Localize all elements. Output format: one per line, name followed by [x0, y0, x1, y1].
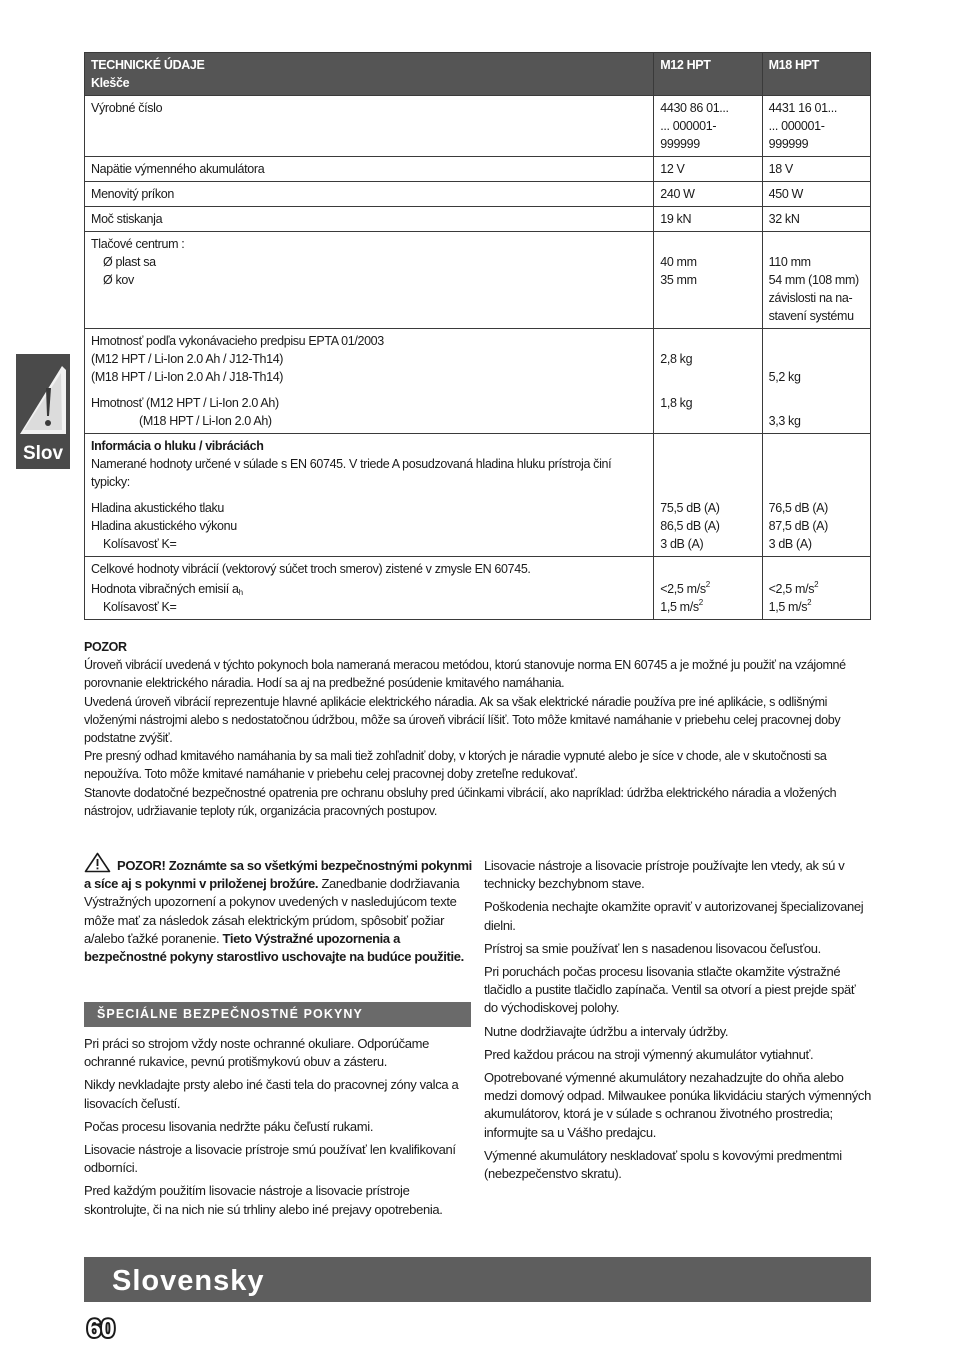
value: 75,5 dB (A): [660, 501, 720, 515]
caution-block: [84, 638, 874, 820]
row-label: [85, 329, 654, 434]
subscript: h: [238, 588, 243, 597]
warning-bold-text: Tieto Výstražné upozornenia a bezpečnostné pokyny starostlivo uschovajte na budúce použitie.: [84, 930, 464, 965]
warning-triangle-icon: [84, 852, 111, 873]
table-row-power: [85, 182, 871, 207]
label: Hodnota vibračných emisií a: [91, 582, 239, 596]
cell-m18: [762, 557, 870, 620]
label: Tlačové centrum :: [91, 237, 185, 251]
safety-paragraph: Pred každým použitím lisovacie nástroje a lisovacie prístroje skontrolujte, či na nich nie sú trhliny alebo iné prejavy opotrebenia.: [84, 1183, 443, 1217]
cell-m18: [762, 434, 870, 557]
table-row-vibration: [85, 557, 871, 620]
superscript: 2: [698, 598, 703, 607]
safety-paragraph: Opotrebované výmenné akumulátory nezahadzujte do ohňa alebo medzi domový odpad. Milwaukee ponúka likvidáciu starých výmenných akumulátorov, ktorá je v súlade s ochranou životného prostredia; informujte sa u Vášho predajcu.: [484, 1070, 871, 1140]
value: [660, 580, 710, 598]
label: (M18 HPT / Li-Ion 2.0 Ah): [139, 414, 272, 428]
cell-m18: [762, 232, 870, 329]
value: 5,2 kg: [768, 370, 801, 384]
safety-paragraph: Lisovacie nástroje a lisovacie prístroje smú používať len kvalifikovaní odborníci.: [84, 1142, 456, 1176]
safety-paragraph: Pred každou prácou na stroji výmenný akumulátor vytiahnuť.: [484, 1046, 814, 1062]
row-label: Napätie výmenného akumulátora: [85, 157, 654, 182]
label: Namerané hodnoty určené v súlade s EN 60745. V triede A posudzovaná hladina hluku prístroja činí typicky:: [91, 457, 612, 489]
value: ... 000001-999999: [768, 119, 825, 151]
caution-title: POZOR: [84, 640, 127, 654]
row-label: Menovitý príkon: [85, 182, 654, 207]
footer-title: Slovensky: [112, 1265, 265, 1297]
value: [769, 580, 819, 598]
cell-m12: [654, 232, 762, 329]
value: závislosti na na-: [768, 291, 853, 305]
safety-paragraph: Výmenné akumulátory neskladovať spolu s kovovými predmentmi (nebezpečenstvo skratu).: [484, 1147, 842, 1182]
cell-m12: 240 W: [654, 182, 762, 207]
superscript: 2: [814, 580, 819, 589]
safety-paragraph: Poškodenia nechajte okamžite opraviť v autorizovanej špecializovanej dielni.: [484, 899, 864, 933]
safety-paragraph: Pri práci so strojom vždy noste ochranné okuliare. Odporúčame ochranné rukavice, pevnú protišmykovú obuv a zásteru.: [84, 1036, 429, 1070]
page-number-text: 60: [87, 1315, 115, 1343]
section-heading: ŠPECIÁLNE BEZPEČNOSTNÉ POKYNY: [84, 1002, 471, 1027]
value: 54 mm (108 mm): [768, 273, 859, 287]
label: Kolísavosť K=: [103, 537, 177, 551]
label: Hmotnosť podľa vykonávacieho predpisu EPTA 01/2003: [91, 334, 384, 348]
safety-paragraph: Počas procesu lisovania nedržte páku čeľustí rukami.: [84, 1118, 374, 1134]
caution-paragraph: Uvedená úroveň vibrácií reprezentuje hlavné aplikácie elektrického náradia. Ak sa však elektrické náradie používa pre iné aplikácie, s odlišnými vloženými nástrojmi alebo s nedostatočnou údržbou, môže sa úroveň vibrácií líšiť. Toto môže kmitavé namáhanie v priebehu celej pracovnej doby podstatne zvýšiť.: [84, 694, 841, 746]
value: <2,5 m/s: [768, 582, 815, 596]
value: 4430 86 01...: [660, 101, 729, 115]
caution-paragraph: Pre presný odhad kmitavého namáhania by sa mali tiež zohľadniť doby, v ktorých je náradie vypnuté alebo je síce v chode, ale v skutočnosti sa nepoužíva. Toto môže kmitavé namáhanie v priebehu celej pracovnej doby zreteľne redukovať.: [84, 749, 827, 782]
value: 2,8 kg: [660, 352, 693, 366]
footer-language-bar: [84, 1257, 871, 1302]
value: 40 mm: [660, 255, 697, 269]
table-row-press-center: [85, 232, 871, 329]
warning-bold-text: POZOR! Zoznámte sa so všetkými bezpečnostnými pokynmi a síce aj s pokynmi v priloženej brožúre.: [84, 858, 472, 892]
value: 35 mm: [660, 273, 697, 287]
row-label: Moč stiskanja: [85, 207, 654, 232]
cell-m18: 450 W: [762, 182, 870, 207]
caution-paragraph: Stanovte dodatočné bezpečnostné opatrenia pre ochranu obsluhy pred účinkami vibrácií, ako napríklad: údržba elektrického náradia a vložených nástrojov, udržiavanie teploty rúk, organizácia pracovných postupov.: [84, 785, 837, 818]
value: 1,8 kg: [660, 396, 693, 410]
right-column: [484, 857, 872, 1188]
superscript: 2: [807, 598, 812, 607]
value: ... 000001-999999: [660, 119, 717, 151]
cell-m18: 32 kN: [762, 207, 870, 232]
table-row-voltage: [85, 157, 871, 182]
label: Hmotnosť (M12 HPT / Li-Ion 2.0 Ah): [91, 396, 279, 410]
value: 3,3 kg: [768, 414, 801, 428]
language-side-tab: [16, 354, 70, 469]
warning-exclamation-icon: [16, 360, 70, 438]
table-title: TECHNICKÉ ÚDAJE: [91, 58, 205, 72]
warning-text: Zanedbanie dodržiavania Výstražných upozornení a pokynov uvedených v nasledujúcom texte môže mať za následok zásah elektrickým prúdom, spôsobiť požiar a/alebo ťažké poranenie.: [84, 876, 460, 946]
value: 86,5 dB (A): [660, 519, 720, 533]
cell-m18: [762, 329, 870, 434]
value: stavení systému: [768, 309, 854, 323]
safety-warning-paragraph: [84, 852, 472, 966]
value: 110 mm: [768, 255, 811, 269]
cell-m12: 19 kN: [654, 207, 762, 232]
technical-data-table: [84, 52, 871, 620]
value: 4431 16 01...: [768, 101, 838, 115]
label: Hladina akustického výkonu: [91, 519, 237, 533]
value: 76,5 dB (A): [768, 501, 828, 515]
label: [91, 580, 243, 598]
label: Ø kov: [103, 273, 134, 287]
label: (M18 HPT / Li-Ion 2.0 Ah / J18-Th14): [91, 370, 284, 384]
safety-paragraph: Nutne dodržiavajte údržbu a intervaly údržby.: [484, 1023, 729, 1039]
label: Kolísavosť K=: [103, 600, 177, 614]
cell-m12: 12 V: [654, 157, 762, 182]
cell-m12: [654, 329, 762, 434]
side-tab-label: Slov: [22, 443, 64, 464]
value: 3 dB (A): [768, 537, 812, 551]
cell-m12: [654, 557, 762, 620]
cell-m12: [654, 96, 762, 157]
label: Celkové hodnoty vibrácií (vektorový súčet troch smerov) zistené v zmysle EN 60745.: [91, 562, 531, 576]
row-label: [85, 557, 654, 620]
column-header-m12: M12 HPT: [654, 53, 762, 96]
safety-paragraph: Nikdy nevkladajte prsty alebo iné časti tela do pracovnej zóny valca a lisovacích čeľustí.: [84, 1077, 459, 1111]
caution-paragraph: Úroveň vibrácií uvedená v týchto pokynoch bola nameraná meracou metódou, ktorú stanovuje norma EN 60745 a je možné ju použiť na vzájomné porovnanie elektrického náradia. Hodí sa aj na predbežné posúdenie kmitavého namáhania.: [84, 658, 846, 691]
row-label: [85, 434, 654, 557]
safety-paragraph: Lisovacie nástroje a lisovacie prístroje používajte len vtedy, ak sú v technicky bezchybnom stave.: [484, 858, 845, 892]
row-label: Výrobné číslo: [85, 96, 654, 157]
left-column: [84, 852, 472, 966]
column-header-m18: M18 HPT: [762, 53, 870, 96]
table-header-title-cell: [85, 53, 654, 96]
value: 1,5 m/s: [660, 600, 699, 614]
label: Hladina akustického tlaku: [91, 501, 224, 515]
left-column-list: [84, 1035, 472, 1224]
cell-m18: 18 V: [762, 157, 870, 182]
value: <2,5 m/s: [660, 582, 706, 596]
value: 1,5 m/s: [768, 600, 808, 614]
noise-heading: Informácia o hluku / vibráciách: [91, 439, 264, 453]
superscript: 2: [705, 580, 710, 589]
table-row-noise: [85, 434, 871, 557]
row-label: [85, 232, 654, 329]
table-subtitle: Klešče: [91, 76, 130, 90]
cell-m12: [654, 434, 762, 557]
table-header-row: [85, 53, 871, 96]
page-number: [84, 1312, 118, 1344]
table-row-serial: [85, 96, 871, 157]
safety-paragraph: Prístroj sa smie používať len s nasadenou lisovacou čeľusťou.: [484, 940, 821, 956]
table-row-force: [85, 207, 871, 232]
table-row-weight: [85, 329, 871, 434]
value: 3 dB (A): [660, 537, 704, 551]
cell-m18: [762, 96, 870, 157]
label: Ø plast sa: [103, 255, 156, 269]
safety-paragraph: Pri poruchách počas procesu lisovania stlačte okamžite výstražné tlačidlo a pustite tlačidlo zapínača. Ventil sa otvorí a piest prejde späť do východiskovej polohy.: [484, 964, 856, 1016]
value: 87,5 dB (A): [768, 519, 828, 533]
label: (M12 HPT / Li-Ion 2.0 Ah / J12-Th14): [91, 352, 284, 366]
